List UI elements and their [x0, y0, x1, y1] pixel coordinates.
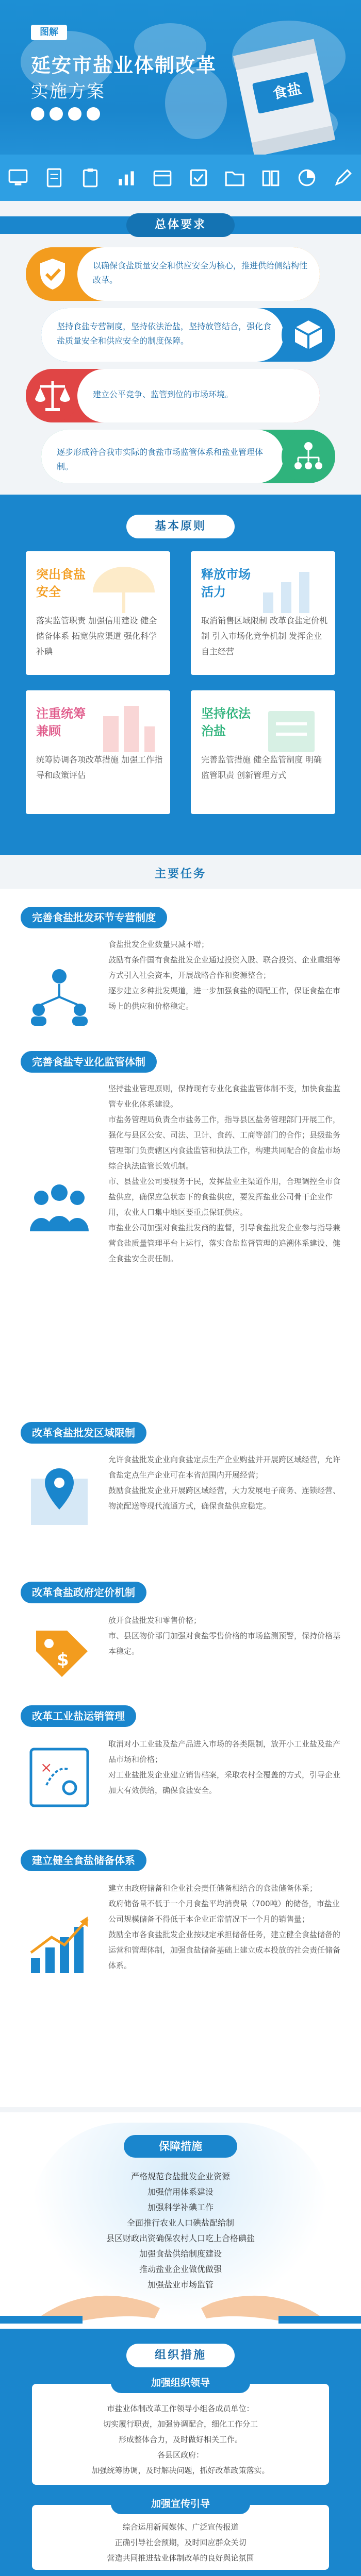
- box-icon: [282, 308, 335, 362]
- task-heading: 完善食盐批发环节专营制度: [21, 907, 167, 928]
- svg-text:$: $: [57, 1650, 69, 1670]
- shield-check-icon: [26, 247, 79, 301]
- task-body: [108, 1081, 340, 1266]
- task-paragraph: 逐步建立多种批发渠道，进一步加强食盐的调配工作，保证食盐在市场上的供应和价格稳定。: [108, 986, 341, 1011]
- clipboard-icon: [79, 167, 101, 189]
- hands-illustration: [0, 2267, 361, 2324]
- task-paragraph: 建立由政府储备和企业社会责任储备相结合的食盐储备体系；: [108, 1884, 318, 1893]
- section-heading-principles: [0, 507, 361, 544]
- monitor-icon: [7, 167, 29, 189]
- org-line: 营造共同推进盐业体制改革的良好舆论氛围: [107, 2553, 254, 2563]
- safeguard-item: 加强盐业市场监管: [147, 2280, 214, 2290]
- growth-arrow-icon: [21, 1906, 98, 1984]
- section-title: 基本原则: [126, 515, 235, 538]
- org-line: 市盐业体制改革工作领导小组各成员单位：: [107, 2404, 254, 2413]
- org-line: 综合运用新闻媒体、广泛宣传报道: [122, 2522, 239, 2532]
- org-chart-icon: [282, 430, 335, 483]
- safeguard-item: 县区财政出资确保农村人口吃上合格碘盐: [106, 2233, 255, 2243]
- task-heading: 改革工业盐运销管理: [21, 1705, 136, 1727]
- document-icon: [43, 167, 65, 189]
- principle-title: 坚持依法治盐: [201, 706, 251, 738]
- org-line: 各县区政府：: [157, 2450, 204, 2460]
- safeguard-item: 严格规范食盐批发企业资源: [130, 2172, 230, 2181]
- bar-chart-icon: [116, 167, 137, 189]
- task-paragraph: 食盐批发企业数量只减不增；: [108, 940, 209, 949]
- section-title: 组织措施: [126, 2344, 235, 2367]
- task-paragraph: 政府储备量不低于一个月食盐平均消费量（700吨）的储备，市盐业公司规模储备不得低于本企业正常情况下一个月的销售量；: [108, 1899, 340, 1924]
- task-paragraph: 放开食盐批发和零售价格；: [108, 1616, 202, 1625]
- requirement-item: [41, 308, 335, 362]
- pen-icon: [332, 167, 354, 189]
- safeguard-item: 推动盐业企业做优做强: [139, 2264, 222, 2274]
- org-line: 正确引导社会预期，及时回应群众关切: [114, 2538, 247, 2547]
- section-heading-org: [0, 2336, 361, 2372]
- org-card-title: 加强宣传引导: [111, 2494, 250, 2514]
- people-network-icon: [21, 956, 98, 1033]
- task-heading: 改革食盐批发区域限制: [21, 1422, 146, 1444]
- scale-icon: [26, 369, 79, 422]
- section-heading-overall: [0, 206, 361, 242]
- safeguard-item: 全面推行农业人口碘盐配给制: [126, 2218, 234, 2228]
- principle-body: 统筹协调各项改革措施 加强工作指导和政策评估: [36, 755, 163, 780]
- safeguard-item: 加强信用体系建设: [147, 2187, 214, 2197]
- team-icon: [21, 1170, 98, 1247]
- task-paragraph: 允许食盐批发企业向食盐定点生产企业购盐并开展跨区域经营，允许食盐定点生产企业可在本省范围内开展经营；: [108, 1455, 341, 1480]
- principle-card: [26, 690, 170, 814]
- task-paragraph: 取消对小工业盐及盐产品进入市场的各类限制，放开小工业盐及盐产品市场和价格；: [108, 1739, 341, 1764]
- requirement-text: 以确保食盐质量安全和供应安全为核心，推进供给侧结构性改革。: [93, 261, 308, 285]
- salt-shaker-icon: [31, 107, 44, 121]
- principle-body: 落实监管职责 加强信用建设 健全储备体系 拓宽供应渠道 强化科学补碘: [36, 616, 157, 656]
- section-title: 主要任务: [154, 868, 206, 880]
- task-heading: 建立健全食盐储备体系: [21, 1850, 146, 1871]
- chart-icon: [87, 107, 100, 121]
- requirement-text: 逐步形成符合我市实际的食盐市场监管体系和盐业管理体制。: [57, 447, 264, 471]
- task-paragraph: 鼓励食盐批发企业开展跨区域经营，大力发展电子商务、连锁经营、物流配送等现代流通方式，确保食盐供应稳定。: [108, 1486, 341, 1511]
- task-paragraph: 坚持盐业管理原则，保持现有专业化食盐监管体制不变，加快食盐监管专业化体系建设。: [108, 1084, 341, 1109]
- calendar-icon: [152, 167, 173, 189]
- section-heading-tasks: [0, 855, 361, 891]
- principle-title: 注重统筹兼顾: [36, 706, 86, 738]
- growth-chart-icon: [258, 562, 325, 618]
- task-heading: 改革食盐政府定价机制: [21, 1582, 146, 1603]
- org-line: 形成整体合力，及时做好相关工作。: [118, 2435, 242, 2444]
- person-icon: [50, 107, 63, 121]
- safeguards-title: 保障措施: [124, 2135, 237, 2158]
- checklist-icon: [188, 167, 209, 189]
- org-card-title: 加强组织领导: [111, 2372, 250, 2393]
- safeguard-item: 加强科学补碘工作: [147, 2202, 214, 2212]
- hero-icon-row: [31, 107, 100, 121]
- page-subtitle: 实施方案: [31, 81, 105, 102]
- umbrella-icon: [88, 562, 160, 618]
- hero-banner: [0, 0, 361, 201]
- requirement-item: [41, 430, 335, 483]
- section-title: 总体要求: [126, 213, 235, 237]
- svg-text:×: ×: [40, 1759, 53, 1776]
- task-paragraph: 市盐业公司加强对食盐批发商的监督，引导食盐批发企业参与指导兼营食盐质量管理平台上运行，落实食盐监督管理的追溯体系建设、健全食盐安全责任制。: [108, 1223, 341, 1263]
- org-card-body: [41, 2519, 320, 2566]
- principle-body: 完善监管措施 健全监管制度 明确监管职责 创新管理方式: [201, 755, 322, 780]
- map-pin-icon: [21, 1458, 98, 1535]
- task-body: [108, 1880, 340, 1973]
- principle-title: 释放市场活力: [201, 567, 251, 599]
- pie-chart-icon: [296, 167, 318, 189]
- hero-icon-strip: [0, 155, 361, 201]
- task-body: [108, 937, 340, 1014]
- requirement-text: 坚持食盐专营制度，坚持依法治盐，坚持放管结合，强化食盐质量安全和供应安全的制度保障。: [57, 321, 272, 346]
- requirement-item: [26, 247, 320, 301]
- task-paragraph: 市、县区物价部门加强对食盐零售价格的市场监测预警，保持价格基本稳定。: [108, 1631, 341, 1656]
- task-body: [108, 1736, 340, 1798]
- task-paragraph: 市盐务管理局负责全市盐务工作，指导县区盐务管理部门开展工作，强化与县区公安、司法、卫计、食药、工商等部门的合作；县级盐务管理部门负责辖区内食盐监管和执法工作，构建共同配合的食盐市场综合执法监管长效机制。: [108, 1115, 341, 1171]
- salt-bag-illustration: [227, 31, 340, 160]
- task-paragraph: 鼓励有条件国有食盐批发企业通过投资入股、联合投资、企业重组等方式引入社会资本，开展战略合作和资源整合；: [108, 955, 341, 980]
- strategy-board-icon: [21, 1739, 98, 1816]
- book-icon: [260, 167, 282, 189]
- principle-card: [26, 551, 170, 675]
- principle-card: [191, 690, 335, 814]
- principle-card: [191, 551, 335, 675]
- page-title: 延安市盐业体制改革: [31, 54, 217, 77]
- gear-icon: [68, 107, 81, 121]
- org-line: 切实履行职责，加强协调配合，细化工作分工: [103, 2419, 258, 2429]
- task-paragraph: 对工业盐批发企业建立销售档案，采取农村全覆盖的方式，引导企业加大有效供给，确保食盐安全。: [108, 1770, 341, 1795]
- salt-bag-label: 食盐: [271, 80, 303, 103]
- task-paragraph: 市、县盐业公司要服务于民，发挥盐业主渠道作用，合理调控全市食盐供应，确保应急状态下的食盐供应，要发挥盐业公司骨干企业作用，农业人口集中地区要重点保证供应。: [108, 1177, 341, 1217]
- task-paragraph: 鼓励全市各食盐批发企业按规定承担储备任务，建立健全食盐储备的运营和管理体制，加强食盐储备基础上建立成本投放的社会责任储备体系。: [108, 1930, 341, 1970]
- principle-title: 突出食盐安全: [36, 567, 86, 599]
- org-line: 加强统筹协调，及时解决问题，抓好改革政策落实。: [91, 2466, 270, 2475]
- task-body: [108, 1613, 340, 1659]
- task-body: [108, 1452, 340, 1514]
- org-card-body: [41, 2401, 320, 2478]
- hero-tag: 图解: [31, 25, 67, 40]
- price-tag-icon: [21, 1615, 98, 1692]
- requirement-text: 建立公平竞争、监管到位的市场环境。: [93, 389, 234, 399]
- principle-body: 取消销售区域限制 改革食盐定价机制 引入市场化竞争机制 发挥企业自主经营: [201, 616, 328, 656]
- task-heading: 完善食盐专业化监管体制: [21, 1051, 157, 1073]
- safeguard-item: 加强食盐供给制度建设: [139, 2249, 222, 2259]
- puzzle-chart-icon: [98, 701, 160, 757]
- folder-icon: [224, 167, 245, 189]
- law-book-icon: [258, 701, 325, 757]
- requirement-item: [26, 369, 320, 422]
